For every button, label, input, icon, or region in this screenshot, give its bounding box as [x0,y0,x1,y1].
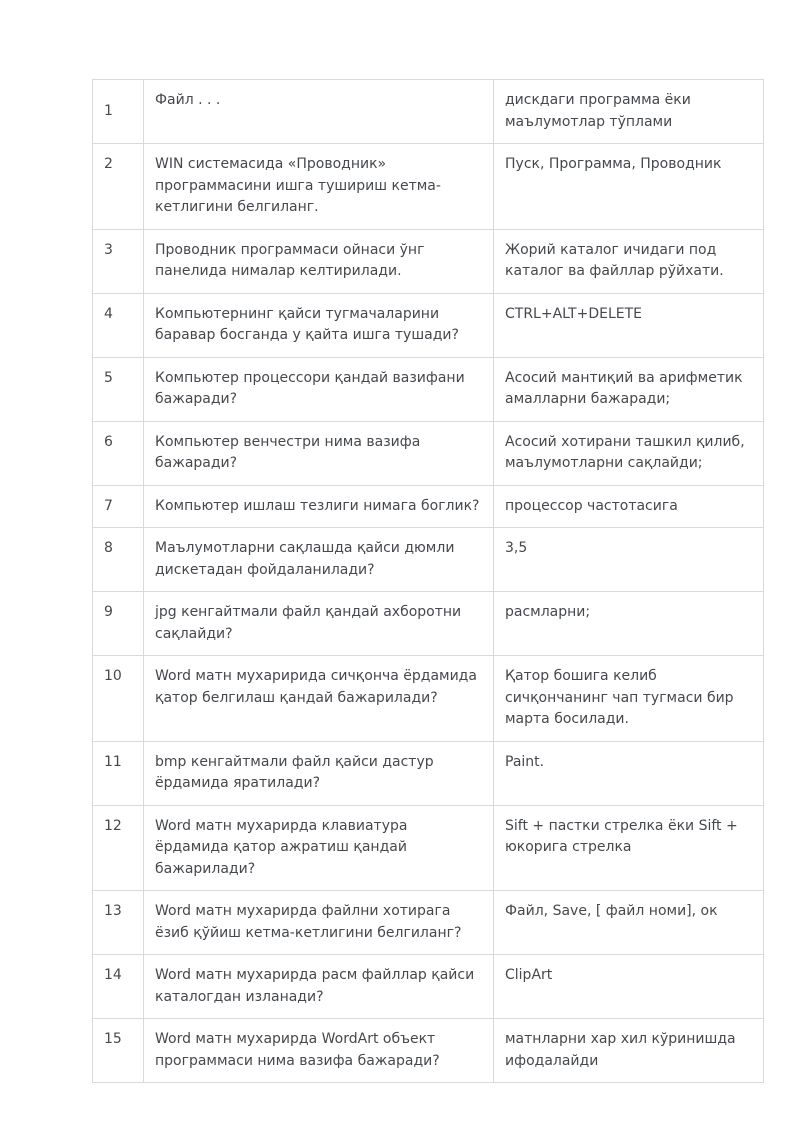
answer-cell: Асосий хотирани ташкил қилиб, маълумотларни сақлайди; [494,421,764,485]
row-number-cell: 1 [93,80,144,144]
question-cell: jpg кенгайтмали файл қандай ахборотни сақлайди? [144,592,494,656]
question-cell: bmp кенгайтмали файл қайси дастур ёрдамида яратилади? [144,741,494,805]
table-row [93,229,764,293]
row-number-cell: 7 [93,485,144,528]
table-row [93,955,764,1019]
table-row [93,421,764,485]
row-number-cell: 14 [93,955,144,1019]
row-number-cell: 12 [93,805,144,891]
answer-cell: процессор частотасига [494,485,764,528]
answer-cell: Пуск, Программа, Проводник [494,144,764,230]
question-cell: Компьютер венчестри нима вазифа бажаради? [144,421,494,485]
question-cell: Word матн мухарирда расм файллар қайси каталогдан изланади? [144,955,494,1019]
row-number-cell: 5 [93,357,144,421]
question-cell: Word матн мухарирда клавиатура ёрдамида қатор ажратиш қандай бажарилади? [144,805,494,891]
table-row [93,80,764,144]
question-cell: Маълумотларни сақлашда қайси дюмли дискетадан фойдаланилади? [144,528,494,592]
row-number-cell: 6 [93,421,144,485]
question-cell: Проводник программаси ойнаси ўнг панелида нималар келтирилади. [144,229,494,293]
answer-cell: 3,5 [494,528,764,592]
question-cell: Компьютер процессори қандай вазифани бажаради? [144,357,494,421]
row-number-cell: 3 [93,229,144,293]
qa-table-body [93,80,764,1083]
table-row [93,144,764,230]
table-row [93,1019,764,1083]
answer-cell: расмларни; [494,592,764,656]
question-cell: Word матн мухарирда WordArt объект программаси нима вазифа бажаради? [144,1019,494,1083]
question-cell: Word матн мухарирда файлни хотирага ёзиб қўйиш кетма-кетлигини белгиланг? [144,891,494,955]
question-cell: WIN системасида «Проводник» программасини ишга тушириш кетма-кетлигини белгиланг. [144,144,494,230]
row-number-cell: 9 [93,592,144,656]
row-number-cell: 2 [93,144,144,230]
answer-cell: матнларни хар хил кўринишда ифодалайди [494,1019,764,1083]
row-number-cell: 10 [93,656,144,742]
answer-cell: Қатор бошига келиб сичқончанинг чап тугмаси бир марта босилади. [494,656,764,742]
row-number-cell: 15 [93,1019,144,1083]
answer-cell: Жорий каталог ичидаги под каталог ва файллар рўйхати. [494,229,764,293]
answer-cell: Асосий мантиқий ва арифметик амалларни бажаради; [494,357,764,421]
answer-cell: Файл, Save, [ файл номи], ок [494,891,764,955]
table-row [93,891,764,955]
row-number-cell: 4 [93,293,144,357]
table-row [93,741,764,805]
table-row [93,592,764,656]
table-row [93,805,764,891]
table-row [93,485,764,528]
answer-cell: Paint. [494,741,764,805]
row-number-cell: 11 [93,741,144,805]
table-row [93,293,764,357]
table-row [93,528,764,592]
answer-cell: дискдаги программа ёки маълумотлар тўплами [494,80,764,144]
table-row [93,656,764,742]
question-cell: Word матн мухаририда сичқонча ёрдамида қатор белгилаш қандай бажарилади? [144,656,494,742]
row-number-cell: 8 [93,528,144,592]
question-cell: Файл . . . [144,80,494,144]
row-number-cell: 13 [93,891,144,955]
question-cell: Компьютернинг қайси тугмачаларини баравар босганда у қайта ишга тушади? [144,293,494,357]
qa-table [92,79,764,1083]
table-row [93,357,764,421]
answer-cell: ClipArt [494,955,764,1019]
question-cell: Компьютер ишлаш тезлиги нимага боглик? [144,485,494,528]
answer-cell: CTRL+ALT+DELETE [494,293,764,357]
answer-cell: Sift + пастки стрелка ёки Sift + юкорига стрелка [494,805,764,891]
